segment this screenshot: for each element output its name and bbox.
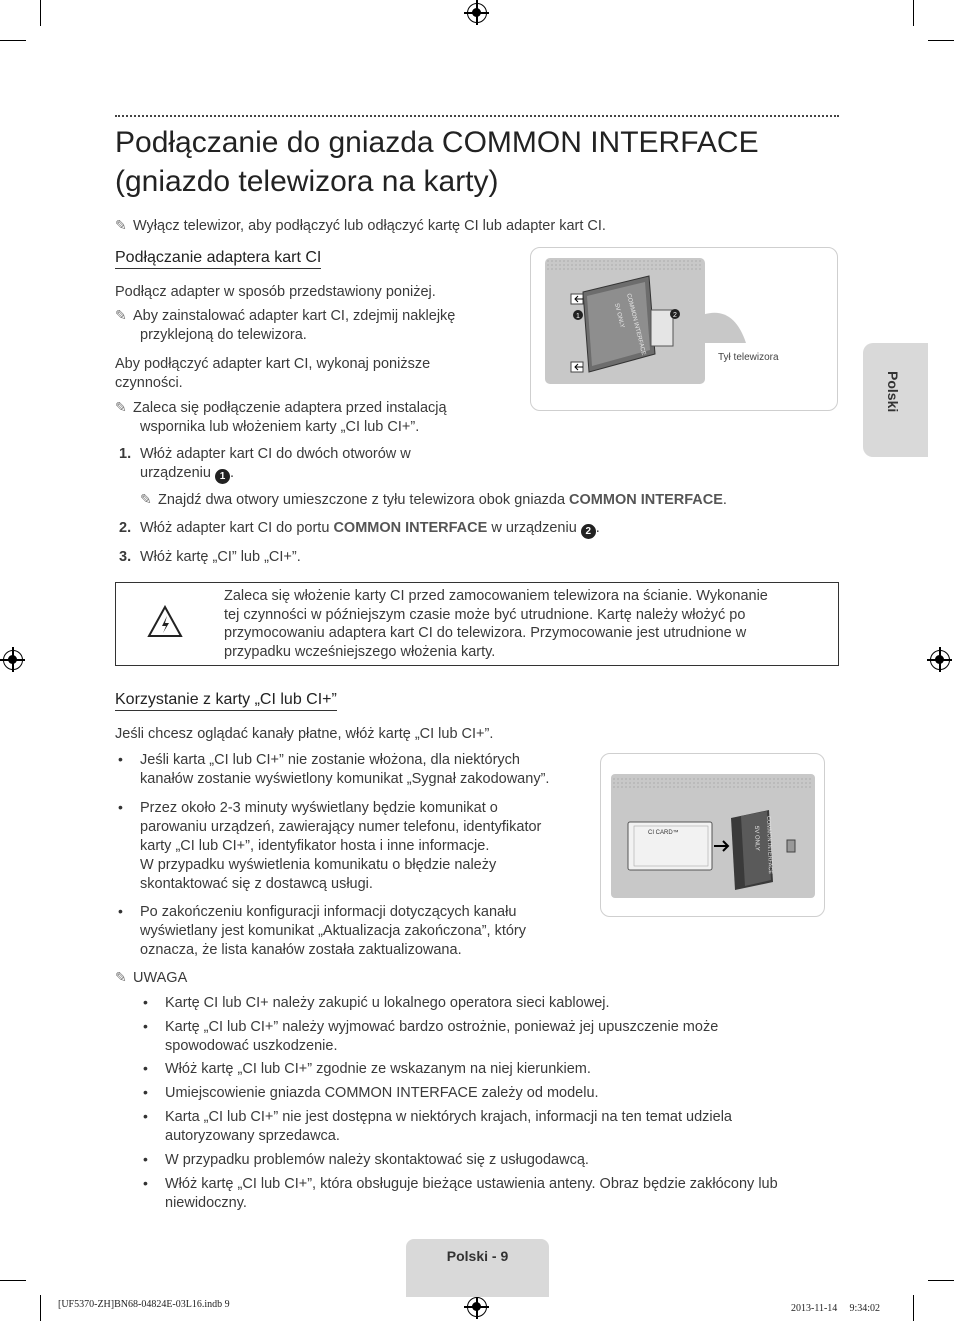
adapter-illustration [531, 248, 837, 410]
warning-box [115, 582, 839, 666]
section-heading-adapter: Podłączanie adaptera kart CI [115, 249, 321, 269]
note: ✎ Zaleca się podłączenie adaptera przed instalacją wspornika lub włożeniem karty „CI lub CI+”. [115, 399, 447, 435]
note-label: ✎ UWAGA [115, 969, 188, 986]
list-item-line: karty „CI lub CI+”, identyfikator hosta i inne informacje. [140, 838, 490, 854]
adapter-label: 5V ONLY [613, 303, 625, 329]
step-text: Włóż adapter kart CI do dwóch otworów w urządzeniu 1 . [140, 446, 411, 482]
intro-note: ✎ Wyłącz telewizor, aby podłączyć lub odłączyć kartę CI lub adapter kart CI. [115, 217, 606, 234]
note-pencil-icon: ✎ [115, 969, 127, 985]
section-heading-ci-card: Korzystanie z karty „CI lub CI+” [115, 691, 337, 711]
crop-mark [40, 1295, 41, 1321]
bullet-icon: • [143, 1175, 148, 1191]
connector [787, 840, 795, 852]
note-item [165, 1084, 599, 1103]
list-item-line: skontaktować się z dostawcą usługi. [140, 876, 373, 892]
marker-1-label: 1 [576, 313, 580, 320]
paragraph: Aby podłączyć adapter kart CI, wykonaj poniższe czynności. [115, 356, 431, 391]
note-item [165, 1175, 778, 1213]
note-item [165, 994, 610, 1013]
note-item-line: niewidoczny. [165, 1195, 247, 1211]
page-title-line: (gniazdo telewizora na karty) [115, 165, 499, 198]
crop-mark [0, 40, 26, 41]
title-rule [115, 115, 839, 117]
list-item-line: Przez około 2-3 minuty wyświetlany będzie komunikat o [140, 800, 498, 816]
step-number: 2. [119, 520, 132, 536]
note-item [165, 1060, 591, 1079]
list-item-line: parowaniu urządzeń, zawierający numer telefonu, identyfikator [140, 819, 542, 835]
crop-mark [913, 1295, 914, 1321]
list-item-line: kanałów zostanie wyświetlony komunikat „Sygnał zakodowany”. [140, 771, 550, 787]
note-pencil-icon: ✎ [140, 491, 152, 507]
footer-date: 2013-11-14 ᅟ9:34:02 [791, 1303, 881, 1314]
figure-caption: Tył telewizora [718, 352, 779, 363]
step-note: ✎ Znajdź dwa otwory umieszczone z tyłu telewizora obok gniazda COMMON INTERFACE. [140, 491, 727, 508]
note-pencil-icon: ✎ [115, 399, 127, 415]
crop-mark [928, 1280, 954, 1281]
side-tab-label: Polski [885, 371, 901, 413]
list-item-line: W przypadku wyświetlenia komunikatu o błędzie należy [140, 857, 497, 873]
ci-slot [651, 310, 673, 346]
footer-filename: [UF5370-ZH]BN68-04824E-03L16.indb 9 [58, 1299, 230, 1310]
slot-label: 5V ONLY [753, 825, 760, 851]
note-item-line: Kartę „CI lub CI+” należy wyjmować bardzo ostrożnie, ponieważ jej upuszczenie może [165, 1019, 719, 1035]
note-item-line: spowodować uszkodzenie. [165, 1038, 338, 1054]
crop-mark [0, 1280, 26, 1281]
note-item-line: Kartę CI lub CI+ należy zakupić u lokalnego operatora sieci kablowej. [165, 995, 610, 1011]
step-number: 3. [119, 549, 132, 565]
note-item [165, 1151, 589, 1170]
list-item-line: wyświetlany jest komunikat „Aktualizacja zakończona”, który [140, 923, 527, 939]
registration-mark-icon [467, 3, 487, 23]
marker-2-label: 2 [673, 312, 677, 319]
ci-card-label: CI CARD™ [648, 830, 679, 836]
registration-mark-icon [3, 650, 23, 670]
ci-card-illustration [601, 754, 824, 916]
note-item-line: Umiejscowienie gniazda COMMON INTERFACE zależy od modelu. [165, 1085, 599, 1101]
marker-2-icon: 2 [581, 524, 596, 539]
marker-1-icon: 1 [215, 469, 230, 484]
list-item [140, 751, 549, 789]
language-side-tab [863, 343, 928, 457]
page-title-line: Podłączanie do gniazda COMMON INTERFACE [115, 126, 759, 159]
list-item [140, 799, 541, 894]
page-number-tab [406, 1239, 549, 1297]
bullet-icon: • [143, 1018, 148, 1034]
crop-mark [913, 0, 914, 26]
note-item-line: Włóż kartę „CI lub CI+” zgodnie ze wskazanym na niej kierunkiem. [165, 1061, 591, 1077]
vent-pattern [547, 260, 703, 270]
vent-pattern [613, 776, 813, 788]
bullet-icon: • [118, 903, 123, 919]
page-title [115, 123, 759, 201]
bullet-icon: • [143, 994, 148, 1010]
step-text: Włóż adapter kart CI do portu COMMON INTERFACE w urządzeniu 2 . [140, 520, 600, 537]
adapter-label: COMMON INTERFACE [625, 293, 647, 356]
bullet-icon: • [143, 1108, 148, 1124]
note: ✎ Aby zainstalować adapter kart CI, zdejmij naklejkę przyklejoną do telewizora. [115, 307, 456, 343]
paragraph: Podłącz adapter w sposób przedstawiony poniżej. [115, 284, 436, 300]
warning-text: Zaleca się włożenie karty CI przed zamocowaniem telewizora na ścianie. Wykonanie tej czynności w późniejszym czasie może być utrudnione. Kartę należy włożyć po przymocowaniu adaptera kart CI do telewizora. Przymocowanie jest utrudnione w przypadku wcześniejszego włożenia karty. [224, 588, 768, 660]
bullet-icon: • [118, 799, 123, 815]
bullet-icon: • [143, 1084, 148, 1100]
note-item-line: autoryzowany sprzedawca. [165, 1128, 340, 1144]
step-text: Włóż kartę „CI” lub „CI+”. [140, 549, 301, 565]
figure-ci-card [600, 753, 825, 917]
note-item-line: W przypadku problemów należy skontaktować się z usługodawcą. [165, 1152, 589, 1168]
note-pencil-icon: ✎ [115, 307, 127, 323]
figure-adapter-install [530, 247, 838, 411]
note-item-line: Karta „CI lub CI+” nie jest dostępna w niektórych krajach, informacji na ten temat udziela [165, 1109, 732, 1125]
note-pencil-icon: ✎ [115, 217, 127, 233]
crop-mark [40, 0, 41, 26]
list-item-line: Jeśli karta „CI lub CI+” nie zostanie włożona, dla niektórych [140, 752, 520, 768]
slot-label: COMMON INTERFACE [765, 815, 774, 875]
paragraph: Jeśli chcesz oglądać kanały płatne, włóż kartę „CI lub CI+”. [115, 726, 494, 742]
list-item-line: Po zakończeniu konfiguracji informacji dotyczących kanału [140, 904, 517, 920]
bullet-icon: • [118, 751, 123, 767]
list-item-line: oznacza, że lista kanałów została zaktualizowana. [140, 942, 462, 958]
note-item-line: Włóż kartę „CI lub CI+”, która obsługuje bieżące ustawienia anteny. Obraz będzie zakłócony lub [165, 1176, 778, 1192]
warning-icon [147, 605, 183, 639]
bullet-icon: • [143, 1060, 148, 1076]
note-item [165, 1018, 718, 1056]
list-item [140, 903, 526, 960]
bullet-icon: • [143, 1151, 148, 1167]
step-number: 1. [119, 446, 132, 462]
registration-mark-icon [930, 650, 950, 670]
registration-mark-icon [467, 1297, 487, 1317]
crop-mark [928, 40, 954, 41]
page-number: Polski - 9 [446, 1248, 509, 1264]
note-item [165, 1108, 732, 1146]
